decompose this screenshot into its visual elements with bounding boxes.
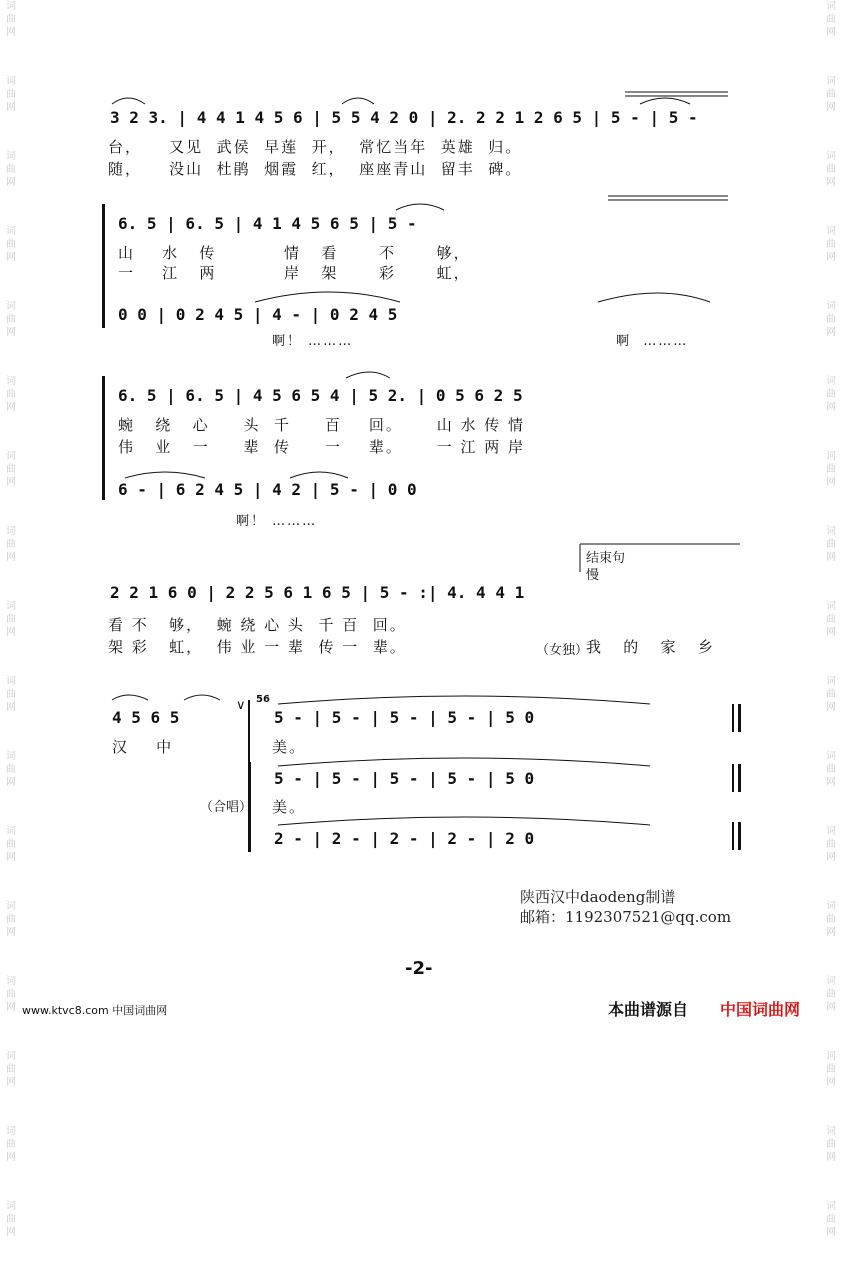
- watermark-glyph: 曲: [6, 464, 16, 475]
- watermark-gap: [2, 1239, 20, 1261]
- watermark-glyph: 词: [826, 751, 836, 762]
- watermark-glyph: 词: [826, 526, 836, 537]
- row5-lead-lyric: 汉 中: [112, 738, 174, 756]
- final-barline: [738, 704, 741, 732]
- watermark-glyph: 网: [826, 477, 836, 488]
- watermark-glyph: 曲: [826, 539, 836, 550]
- watermark-gap: [822, 1089, 840, 1111]
- watermark-glyph: 词: [826, 376, 836, 387]
- ending-label: 结束句: [586, 551, 626, 566]
- watermark-glyph: 曲: [6, 1139, 16, 1150]
- watermark-glyph: 网: [826, 327, 836, 338]
- watermark-glyph: 词: [6, 826, 16, 837]
- watermark-glyph: 词: [6, 976, 16, 987]
- watermark-glyph: 网: [6, 27, 16, 38]
- watermark-glyph: 词: [826, 301, 836, 312]
- watermark-glyph: 曲: [826, 164, 836, 175]
- watermark-glyph: 词: [6, 376, 16, 387]
- row3-lower-notes: 6 - | 6 2 4 5 | 4 2 | 5 - | 0 0: [118, 480, 417, 499]
- watermark-glyph: 词: [826, 226, 836, 237]
- watermark-glyph: 网: [826, 27, 836, 38]
- watermark-glyph: 网: [826, 1227, 836, 1238]
- watermark-glyph: 曲: [6, 164, 16, 175]
- watermark-glyph: 曲: [6, 1064, 16, 1075]
- row2-upper-notes: 6. 5 | 6. 5 | 4 1 4 5 6 5 | 5 -: [118, 214, 417, 233]
- footer-site-link[interactable]: www.ktvc8.com 中国词曲网: [22, 1004, 168, 1017]
- row3-upper-notes: 6. 5 | 6. 5 | 4 5 6 5 4 | 5 2. | 0 5 6 2 5: [118, 386, 523, 405]
- watermark-glyph: 曲: [6, 989, 16, 1000]
- watermark-glyph: 曲: [826, 989, 836, 1000]
- watermark-glyph: 网: [6, 552, 16, 563]
- row2-lyric-verse1: 山 水 传 情 看 不 够，: [118, 244, 471, 262]
- watermark-glyph: 词: [6, 1, 16, 12]
- voice3-notes: 2 - | 2 - | 2 - | 2 - | 2 0: [274, 829, 535, 848]
- voice1-notes: 5 - | 5 - | 5 - | 5 - | 5 0: [274, 708, 535, 727]
- watermark-glyph: 网: [826, 702, 836, 713]
- watermark-glyph: 词: [826, 451, 836, 462]
- watermark-glyph: 词: [6, 751, 16, 762]
- watermark-glyph: 网: [6, 702, 16, 713]
- breath-mark: ∨: [236, 698, 246, 713]
- credit-arranger: 陕西汉中daodeng制谱: [520, 888, 676, 906]
- watermark-glyph: 曲: [6, 914, 16, 925]
- watermark-glyph: 曲: [6, 1214, 16, 1225]
- watermark-glyph: 网: [6, 327, 16, 338]
- slur: [640, 98, 690, 104]
- watermark-glyph: 曲: [826, 464, 836, 475]
- watermark-glyph: 词: [6, 601, 16, 612]
- page-number: -2-: [405, 958, 433, 979]
- slur: [278, 696, 650, 704]
- watermark-glyph: 词: [826, 1201, 836, 1212]
- row4-lyric-verse2: 架 彩 虹， 伟 业 一 辈 传 一 辈。: [108, 638, 407, 656]
- watermark-glyph: 网: [6, 627, 16, 638]
- solo-lyric: 我 的 家 乡: [586, 638, 715, 656]
- watermark-glyph: 曲: [6, 614, 16, 625]
- watermark-glyph: 曲: [826, 1139, 836, 1150]
- watermark-glyph: 词: [6, 301, 16, 312]
- watermark-glyph: 曲: [826, 389, 836, 400]
- watermark-glyph: 网: [826, 627, 836, 638]
- watermark-glyph: 词: [826, 676, 836, 687]
- watermark-glyph: 曲: [826, 689, 836, 700]
- slur: [342, 98, 374, 104]
- watermark-glyph: 网: [6, 1227, 16, 1238]
- watermark-glyph: 曲: [826, 314, 836, 325]
- watermark-glyph: 曲: [6, 389, 16, 400]
- watermark-glyph: 词: [826, 1126, 836, 1137]
- voice2-notes: 5 - | 5 - | 5 - | 5 - | 5 0: [274, 769, 535, 788]
- slur: [278, 817, 650, 825]
- watermark-glyph: 曲: [6, 764, 16, 775]
- staff-mark: 56: [256, 694, 270, 705]
- footer-source-label: 本曲谱源自: [608, 1000, 689, 1019]
- row3-lyric-verse2: 伟 业 一 辈 传 一 辈。 一 江 两 岸: [118, 438, 526, 456]
- system-brace: [102, 204, 105, 328]
- row1-lyric-verse1: 台， 又见 武侯 早莲 开， 常忆当年 英雄 归。: [108, 138, 523, 156]
- watermark-glyph: 词: [826, 901, 836, 912]
- watermark-glyph: 网: [826, 852, 836, 863]
- watermark-glyph: 网: [6, 852, 16, 863]
- watermark-glyph: 词: [826, 151, 836, 162]
- watermark-glyph: 曲: [826, 839, 836, 850]
- watermark-glyph: 词: [6, 526, 16, 537]
- watermark-glyph: 网: [6, 402, 16, 413]
- final-barline: [732, 704, 734, 732]
- watermark-glyph: 词: [826, 826, 836, 837]
- row2-interjection-a: 啊！ ………: [272, 334, 354, 349]
- final-barline: [738, 764, 741, 792]
- row2-lower-notes: 0 0 | 0 2 4 5 | 4 - | 0 2 4 5: [118, 305, 398, 324]
- watermark-glyph: 词: [826, 76, 836, 87]
- slur: [255, 292, 400, 302]
- watermark-glyph: 网: [6, 1077, 16, 1088]
- solo-label: （女独）: [536, 643, 589, 658]
- watermark-gap: [822, 1239, 840, 1261]
- row1-lyric-verse2: 随， 没山 杜鹃 烟霞 红， 座座青山 留丰 碑。: [108, 160, 523, 178]
- tempo-mark: 慢: [586, 568, 600, 583]
- row2-interjection-b: 啊 ………: [616, 334, 689, 349]
- watermark-glyph: 词: [6, 226, 16, 237]
- slur: [598, 293, 710, 302]
- watermark-glyph: 词: [826, 1, 836, 12]
- watermark-glyph: 曲: [6, 314, 16, 325]
- system-brace: [102, 376, 105, 500]
- final-barline: [732, 764, 734, 792]
- watermark-glyph: 网: [6, 177, 16, 188]
- watermark-glyph: 曲: [826, 239, 836, 250]
- watermark-glyph: 曲: [6, 539, 16, 550]
- final-barline: [732, 822, 734, 850]
- watermark-glyph: 词: [826, 601, 836, 612]
- watermark-glyph: 曲: [826, 1214, 836, 1225]
- watermark-glyph: 词: [6, 76, 16, 87]
- slur: [290, 472, 348, 478]
- watermark-glyph: 曲: [6, 239, 16, 250]
- watermark-glyph: 曲: [826, 14, 836, 25]
- row4-lyric-verse1: 看 不 够， 蜿 绕 心 头 千 百 回。: [108, 616, 407, 634]
- watermark-glyph: 网: [826, 552, 836, 563]
- watermark-glyph: 网: [826, 1002, 836, 1013]
- watermark-gap: [822, 1164, 840, 1186]
- watermark-glyph: 词: [6, 1051, 16, 1062]
- watermark-glyph: 网: [6, 1152, 16, 1163]
- watermark-glyph: 曲: [6, 689, 16, 700]
- watermark-glyph: 网: [826, 1077, 836, 1088]
- slur: [346, 372, 390, 378]
- row1-notes: 3 2 3. | 4 4 1 4 5 6 | 5 5 4 2 0 | 2. 2 2 1 2 6 5 | 5 - | 5 -: [110, 108, 698, 127]
- watermark-glyph: 词: [826, 1051, 836, 1062]
- chorus-label: （合唱）: [200, 800, 253, 815]
- row3-interjection: 啊！ ………: [236, 514, 318, 529]
- watermark-glyph: 网: [6, 927, 16, 938]
- voice2-lyric: 美。: [272, 798, 307, 816]
- footer-brand-link[interactable]: 中国词曲网: [720, 1000, 801, 1019]
- watermark-glyph: 网: [826, 252, 836, 263]
- slur: [278, 758, 650, 766]
- watermark-glyph: 词: [6, 676, 16, 687]
- row3-lyric-verse1: 蜿 绕 心 头 千 百 回。 山 水 传 情: [118, 416, 526, 434]
- watermark-glyph: 网: [826, 1152, 836, 1163]
- slur: [184, 695, 220, 700]
- watermark-gap: [2, 1164, 20, 1186]
- watermark-glyph: 网: [6, 777, 16, 788]
- row5-lead-notes: 4 5 6 5: [112, 708, 180, 727]
- watermark-gap: [2, 1089, 20, 1111]
- watermark-glyph: 曲: [826, 614, 836, 625]
- credit-email: 邮箱：1192307521@qq.com: [520, 908, 732, 926]
- watermark-glyph: 曲: [826, 914, 836, 925]
- voice1-lyric: 美。: [272, 738, 307, 756]
- watermark-glyph: 网: [6, 102, 16, 113]
- watermark-glyph: 曲: [6, 839, 16, 850]
- watermark-glyph: 词: [6, 1201, 16, 1212]
- final-barline: [738, 822, 741, 850]
- watermark-glyph: 词: [6, 1126, 16, 1137]
- watermark-glyph: 曲: [826, 89, 836, 100]
- watermark-glyph: 网: [826, 777, 836, 788]
- watermark-glyph: 网: [826, 177, 836, 188]
- watermark-glyph: 曲: [6, 14, 16, 25]
- watermark-glyph: 网: [826, 927, 836, 938]
- watermark-glyph: 网: [6, 477, 16, 488]
- watermark-glyph: 网: [6, 1002, 16, 1013]
- watermark-glyph: 词: [6, 151, 16, 162]
- watermark-glyph: 词: [6, 901, 16, 912]
- row2-lyric-verse2: 一 江 两 岸 架 彩 虹，: [118, 264, 471, 282]
- slur: [112, 695, 148, 700]
- watermark-glyph: 词: [826, 976, 836, 987]
- slur: [396, 204, 444, 210]
- row4-notes: 2 2 1 6 0 | 2 2 5 6 1 6 5 | 5 - :| 4. 4 4 1: [110, 583, 525, 602]
- slur: [112, 98, 145, 104]
- watermark-glyph: 曲: [6, 89, 16, 100]
- watermark-glyph: 网: [6, 252, 16, 263]
- watermark-glyph: 曲: [826, 764, 836, 775]
- watermark-glyph: 词: [6, 451, 16, 462]
- watermark-glyph: 网: [826, 102, 836, 113]
- watermark-glyph: 网: [826, 402, 836, 413]
- watermark-glyph: 曲: [826, 1064, 836, 1075]
- slur: [125, 472, 205, 478]
